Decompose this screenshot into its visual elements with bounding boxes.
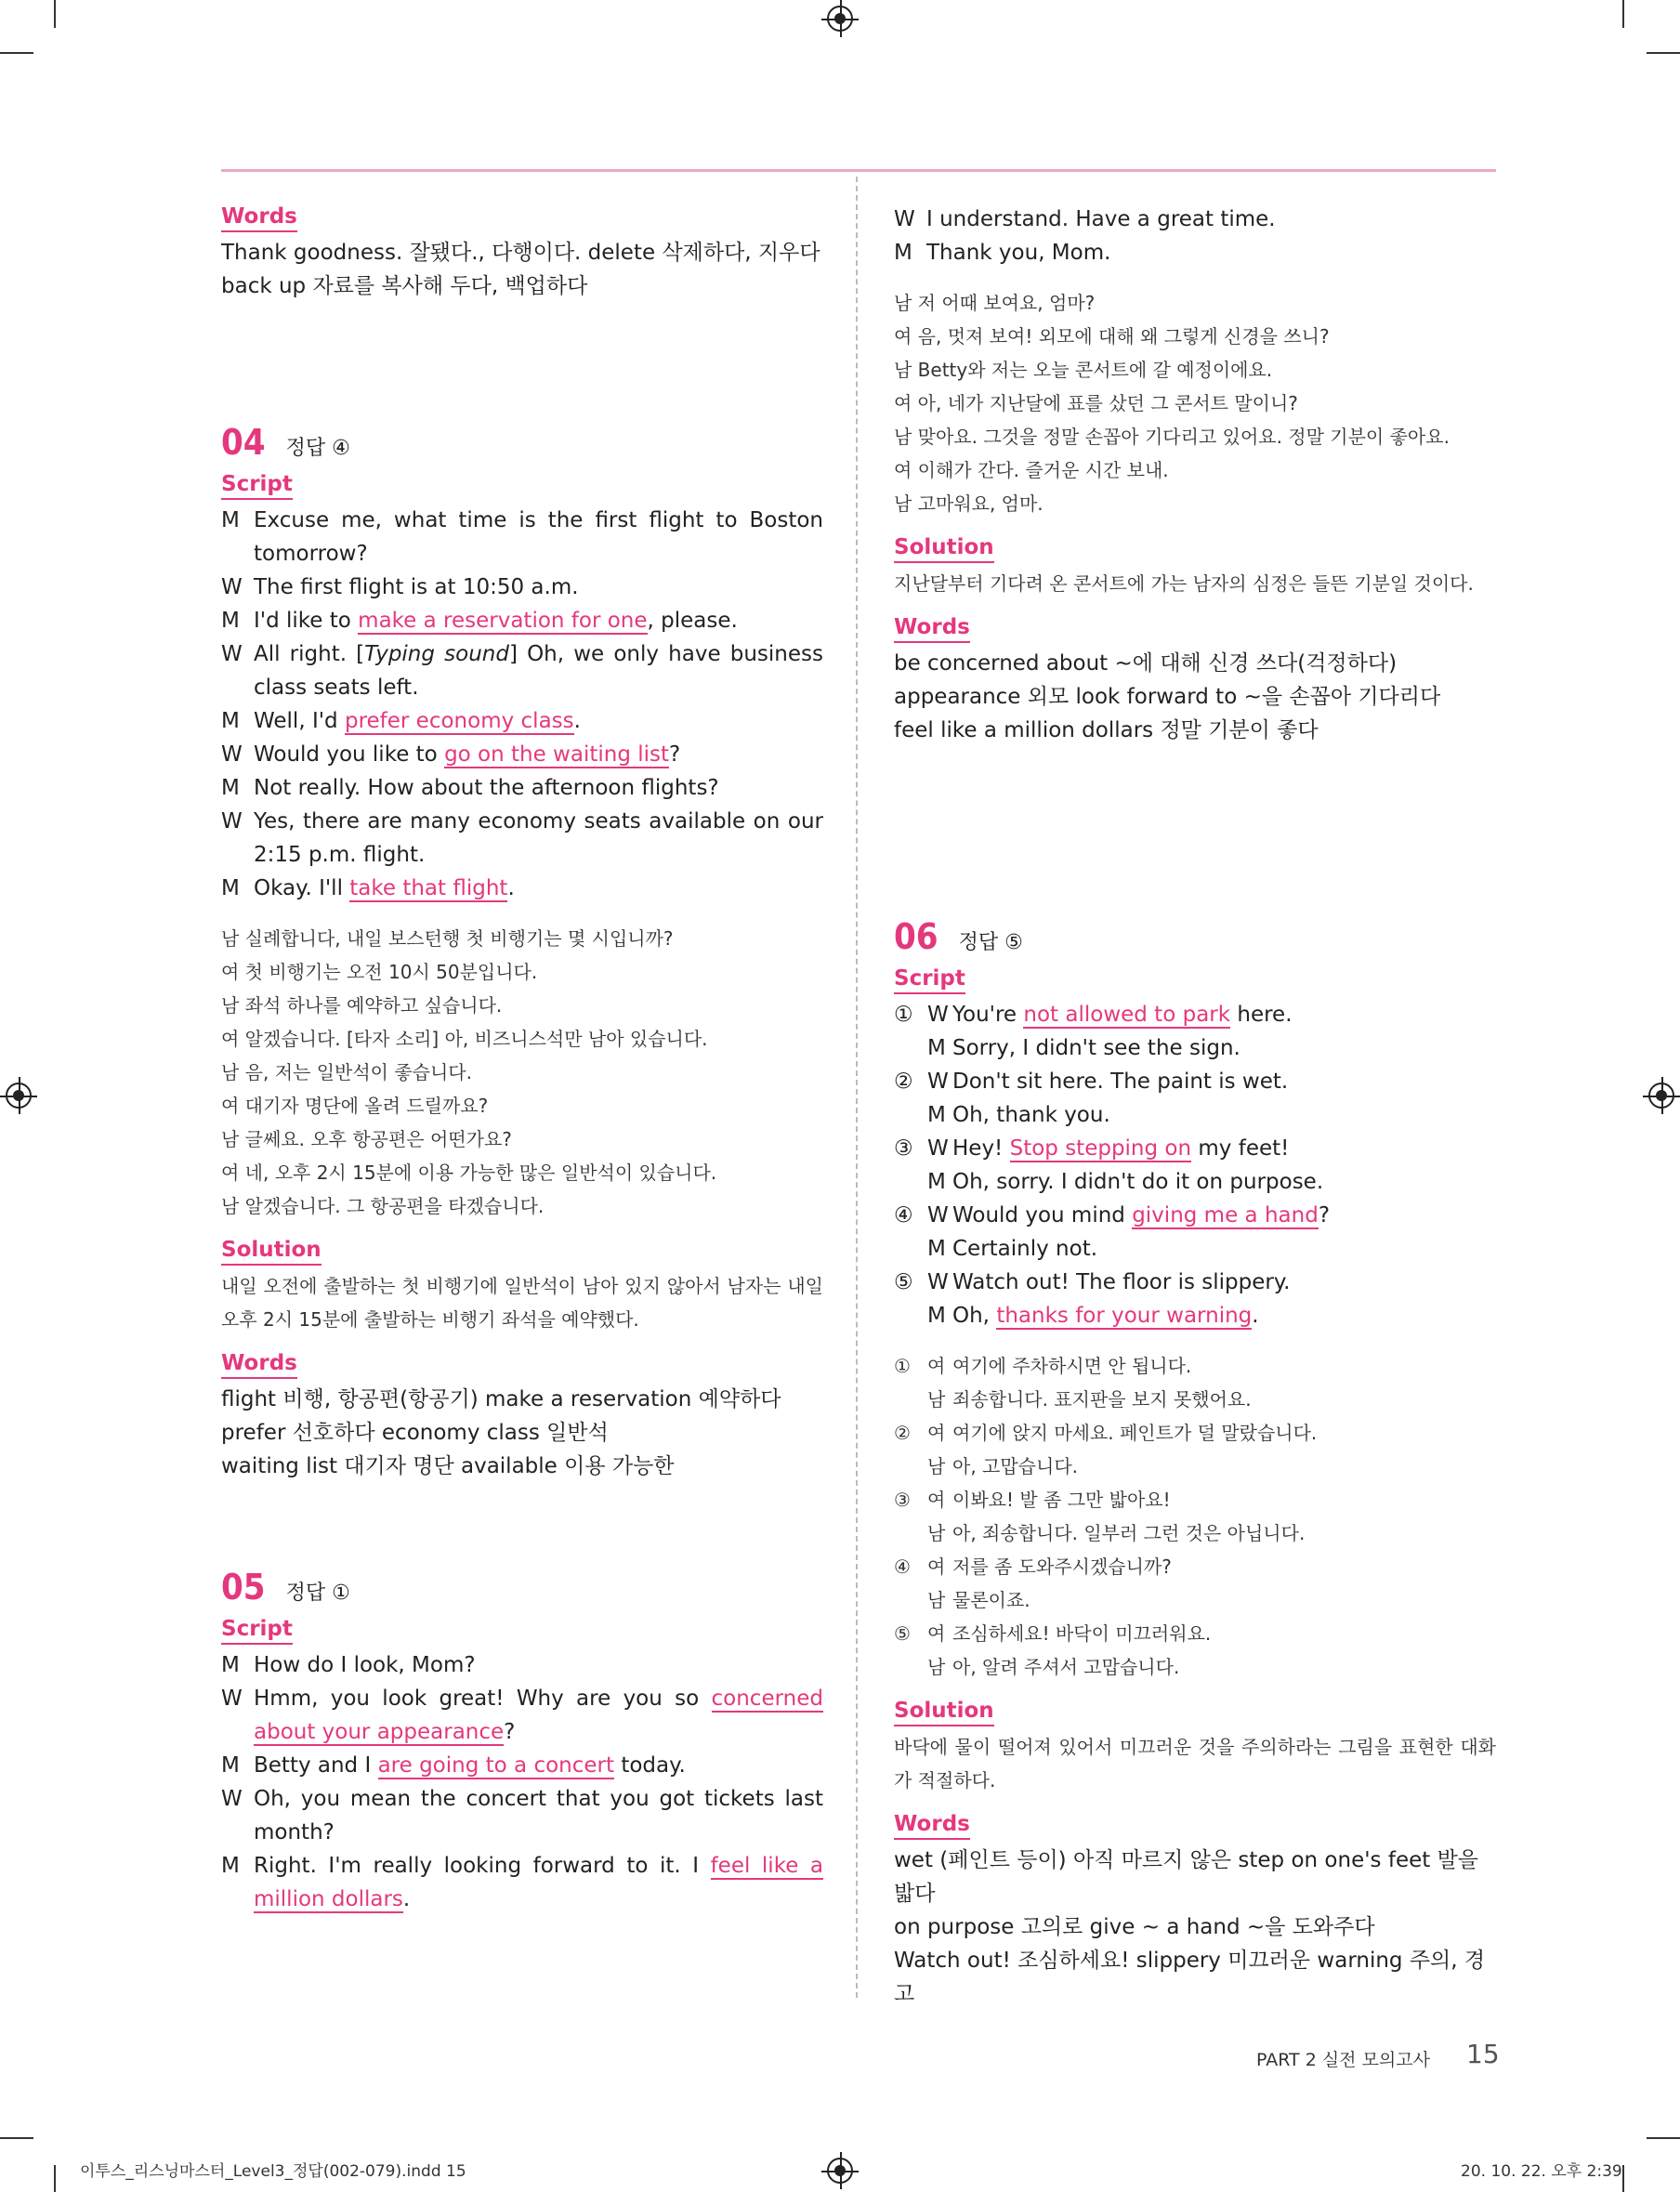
highlight-phrase: not allowed to park (1023, 1003, 1231, 1027)
speaker: W (927, 1070, 949, 1094)
script-line: Oh, thanks for your warning. (952, 1304, 1259, 1328)
option-number: ⑤ (894, 1270, 913, 1294)
speaker: M (221, 709, 240, 733)
words-line: Thank goodness. 잘됐다., 다행이다. delete 삭제하다, 지우다 (221, 241, 820, 265)
question-header (221, 422, 823, 463)
registration-mark-icon (827, 6, 853, 32)
crop-mark (54, 2165, 56, 2192)
translation-line: 여 첫 비행기는 오전 10시 50분입니다. (221, 961, 538, 983)
script-label: Script (221, 470, 293, 500)
highlight-phrase: go on the waiting list (444, 742, 670, 767)
words-label: Words (894, 613, 970, 643)
script-line: Watch out! The floor is slippery. (952, 1270, 1291, 1294)
script-line: Hey! Stop stepping on my feet! (952, 1136, 1290, 1161)
speaker: W (927, 1270, 949, 1294)
slug-filename: 이투스_리스닝마스터_Level3_정답(002-079).indd 15 (80, 2162, 466, 2181)
answer-text: 정답 ① (285, 1582, 350, 1605)
highlight-phrase: make a reservation for one (358, 609, 648, 633)
footer-part-title: PART 2 실전 모의고사 (1256, 2050, 1430, 2070)
script-line: All right. [Typing sound] Oh, we only have business class seats left. (254, 642, 823, 700)
crop-mark (0, 52, 33, 54)
speaker: M (927, 1170, 946, 1194)
speaker: M (927, 1036, 946, 1060)
speaker: W (927, 1203, 949, 1227)
speaker: M (221, 609, 240, 633)
speaker: M (221, 1653, 240, 1677)
words-label: Words (221, 203, 297, 232)
crop-mark (54, 0, 56, 28)
words-line: back up 자료를 복사해 두다, 백업하다 (221, 274, 588, 298)
solution-label: Solution (221, 1236, 322, 1266)
speaker: M (927, 1103, 946, 1127)
left-column (221, 203, 823, 1916)
translation-block (894, 286, 1496, 520)
translation-line: 남 좌석 하나를 예약하고 싶습니다. (221, 994, 503, 1017)
translation-line: 여 음, 멋져 보여! 외모에 대해 왜 그렇게 신경을 쓰니? (894, 325, 1330, 348)
speaker: M (221, 508, 240, 532)
words-line: waiting list 대기자 명단 available 이용 가능한 (221, 1454, 675, 1478)
script-block (894, 998, 1496, 1332)
speaker: W (894, 207, 915, 231)
header-rule (221, 169, 1496, 172)
script-label: Script (221, 1615, 293, 1645)
translation-line: 여 알겠습니다. [타자 소리] 아, 비즈니스석만 남아 있습니다. (221, 1028, 708, 1050)
translation-line: 여 이해가 간다. 즐거운 시간 보내. (894, 459, 1169, 481)
translation-line: 저를 좀 도와주시겠습니까? (952, 1555, 1172, 1578)
script-block (221, 504, 823, 905)
question-number: 04 (221, 422, 266, 463)
translation-line: 물론이죠. (952, 1589, 1030, 1611)
speaker: M (927, 1304, 946, 1328)
translation-block: ① 여 여기에 주차하시면 안 됩니다. 남 죄송합니다. 표지판을 보지 못했어요. ② 여 여기에 앉지 마세요. 페인트가 덜 말랐습니다. 남 아, 고맙습니다. ③ 여 이봐요! 발 좀 그만 밟아요! 남 아, 죄송합니다. 일부러 그런 것은 아닙니다. ④ 여 저를 좀 도와주시겠습니까? 남 물론이죠. ⑤ 여 조심하세요! 바닥이 미끄러워요. 남 아, 알려 주셔서 고맙습니다. (894, 1349, 1496, 1684)
answer-text: 정답 ⑤ (958, 931, 1023, 954)
script-line: The first flight is at 10:50 a.m. (254, 575, 579, 599)
words-line: prefer 선호하다 economy class 일반석 (221, 1421, 609, 1445)
speaker: W (927, 1136, 949, 1161)
speaker: M (221, 876, 240, 900)
script-label: Script (894, 965, 965, 994)
words-label: Words (894, 1810, 970, 1840)
script-line: Right. I'm really looking forward to it. I feel like a million dollars. (254, 1854, 823, 1911)
translation-line: 죄송합니다. 표지판을 보지 못했어요. (952, 1388, 1252, 1411)
option-number: ② (894, 1070, 913, 1094)
speaker: W (221, 809, 243, 833)
script-line: Well, I'd prefer economy class. (254, 709, 581, 733)
solution-text: 바닥에 물이 떨어져 있어서 미끄러운 것을 주의하라는 그림을 표현한 대화가 적절하다. (894, 1736, 1496, 1792)
speaker: W (221, 642, 243, 666)
script-line: Oh, sorry. I didn't do it on purpose. (952, 1170, 1324, 1194)
right-column (894, 203, 1496, 2011)
speaker: M (894, 241, 912, 265)
speaker: W (927, 1003, 949, 1027)
solution-text: 내일 오전에 출발하는 첫 비행기에 일반석이 남아 있지 않아서 남자는 내일 오후 2시 15분에 출발하는 비행기 좌석을 예약했다. (221, 1275, 823, 1331)
translation-line: 여 네, 오후 2시 15분에 이용 가능한 많은 일반석이 있습니다. (221, 1162, 717, 1184)
option-number: ① (894, 1003, 913, 1027)
highlight-phrase: thanks for your warning (996, 1304, 1253, 1328)
words-line: flight 비행, 항공편(항공기) make a reservation 예약하다 (221, 1387, 781, 1411)
script-block (221, 1648, 823, 1916)
solution-label: Solution (894, 533, 994, 563)
registration-mark-icon (1648, 1083, 1674, 1109)
words-line: be concerned about ~에 대해 신경 쓰다(걱정하다) (894, 651, 1398, 676)
translation-line: 여 대기자 명단에 올려 드릴까요? (221, 1095, 489, 1117)
translation-line: 아, 죄송합니다. 일부러 그런 것은 아닙니다. (952, 1522, 1306, 1544)
script-line: Sorry, I didn't see the sign. (952, 1036, 1240, 1060)
highlight-phrase: take that flight (349, 876, 508, 900)
translation-line: 여기에 앉지 마세요. 페인트가 덜 말랐습니다. (952, 1422, 1318, 1444)
translation-line: 남 실례합니다, 내일 보스턴행 첫 비행기는 몇 시입니까? (221, 927, 674, 950)
words-label: Words (221, 1349, 297, 1379)
script-line: Yes, there are many economy seats available on our 2:15 p.m. flight. (254, 809, 823, 867)
speaker: W (221, 742, 243, 767)
highlight-phrase: giving me a hand (1132, 1203, 1319, 1227)
translation-line: 조심하세요! 바닥이 미끄러워요. (952, 1622, 1212, 1645)
translation-line: 아, 알려 주셔서 고맙습니다. (952, 1656, 1180, 1678)
question-number: 05 (221, 1567, 266, 1608)
page-number: 15 (1466, 2039, 1500, 2069)
translation-line: 남 맞아요. 그것을 정말 손꼽아 기다리고 있어요. 정말 기분이 좋아요. (894, 426, 1450, 448)
translation-line: 이봐요! 발 좀 그만 밟아요! (952, 1489, 1171, 1511)
translation-line: 남 Betty와 저는 오늘 콘서트에 갈 예정이에요. (894, 359, 1273, 381)
words-line: Watch out! 조심하세요! slippery 미끄러운 warning 주의, 경고 (894, 1949, 1486, 2006)
script-line: You're not allowed to park here. (952, 1003, 1293, 1027)
script-line: Oh, you mean the concert that you got tickets last month? (254, 1787, 823, 1844)
words-line: feel like a million dollars 정말 기분이 좋다 (894, 718, 1319, 742)
words-line: appearance 외모 look forward to ~을 손꼽아 기다리다 (894, 685, 1441, 709)
translation-line: 남 저 어때 보여요, 엄마? (894, 292, 1096, 314)
crop-mark (1647, 52, 1680, 54)
translation-line: 남 고마워요, 엄마. (894, 492, 1043, 515)
script-line: Would you mind giving me a hand? (952, 1203, 1331, 1227)
solution-text: 지난달부터 기다려 온 콘서트에 가는 남자의 심정은 들뜬 기분일 것이다. (894, 572, 1474, 595)
highlight-phrase: concerned about your appearance (254, 1687, 823, 1744)
script-line: Certainly not. (952, 1237, 1098, 1261)
slug-timestamp: 20. 10. 22. 오후 2:39 (1461, 2162, 1622, 2181)
script-line: Excuse me, what time is the first flight to Boston tomorrow? (254, 508, 823, 566)
registration-mark-icon (6, 1083, 32, 1109)
speaker: W (221, 1787, 243, 1811)
translation-line: 여기에 주차하시면 안 됩니다. (952, 1355, 1192, 1377)
solution-label: Solution (894, 1697, 994, 1726)
column-divider (856, 177, 858, 1998)
script-line: I'd like to make a reservation for one, please. (254, 609, 738, 633)
speaker: M (927, 1237, 946, 1261)
crop-mark (1622, 0, 1624, 28)
words-line: wet (페인트 등이) 아직 마르지 않은 step on one's feet 발을 밟다 (894, 1848, 1479, 1906)
translation-line: 남 알겠습니다. 그 항공편을 타겠습니다. (221, 1195, 545, 1217)
script-line: Thank you, Mom. (926, 241, 1111, 265)
translation-block (221, 922, 823, 1223)
answer-text: 정답 ④ (285, 437, 350, 460)
registration-mark-icon (827, 2158, 853, 2184)
script-line: How do I look, Mom? (254, 1653, 476, 1677)
script-line: Betty and I are going to a concert today. (254, 1753, 686, 1778)
script-line: I understand. Have a great time. (926, 207, 1276, 231)
option-number: ④ (894, 1203, 913, 1227)
script-line: Not really. How about the afternoon flights? (254, 776, 719, 800)
highlight-phrase: feel like a million dollars (254, 1854, 823, 1911)
speaker: M (221, 1854, 240, 1878)
words-line: on purpose 고의로 give ~ a hand ~을 도와주다 (894, 1915, 1375, 1939)
script-line: Okay. I'll take that flight. (254, 876, 515, 900)
translation-line: 남 음, 저는 일반석이 좋습니다. (221, 1061, 472, 1083)
translation-line: 아, 고맙습니다. (952, 1455, 1078, 1477)
translation-line: 여 아, 네가 지난달에 표를 샀던 그 콘서트 말이니? (894, 392, 1298, 414)
highlight-phrase: Stop stepping on (1009, 1136, 1192, 1161)
script-line: Would you like to go on the waiting list? (254, 742, 681, 767)
translation-line: 남 글쎄요. 오후 항공편은 어떤가요? (221, 1128, 512, 1150)
crop-mark (0, 2137, 33, 2139)
question-number: 06 (894, 916, 938, 957)
speaker: M (221, 776, 240, 800)
speaker: M (221, 1753, 240, 1778)
option-number: ③ (894, 1136, 913, 1161)
highlight-phrase: prefer economy class (344, 709, 574, 733)
crop-mark (1622, 2165, 1624, 2192)
speaker: W (221, 575, 243, 599)
question-header (894, 916, 1496, 957)
script-line: Oh, thank you. (952, 1103, 1110, 1127)
crop-mark (1647, 2137, 1680, 2139)
speaker: W (221, 1687, 243, 1711)
script-line: Hmm, you look great! Why are you so concerned about your appearance? (254, 1687, 823, 1744)
script-line: Don't sit here. The paint is wet. (952, 1070, 1289, 1094)
highlight-phrase: are going to a concert (377, 1753, 615, 1778)
script-block (894, 203, 1496, 269)
question-header (221, 1567, 823, 1608)
